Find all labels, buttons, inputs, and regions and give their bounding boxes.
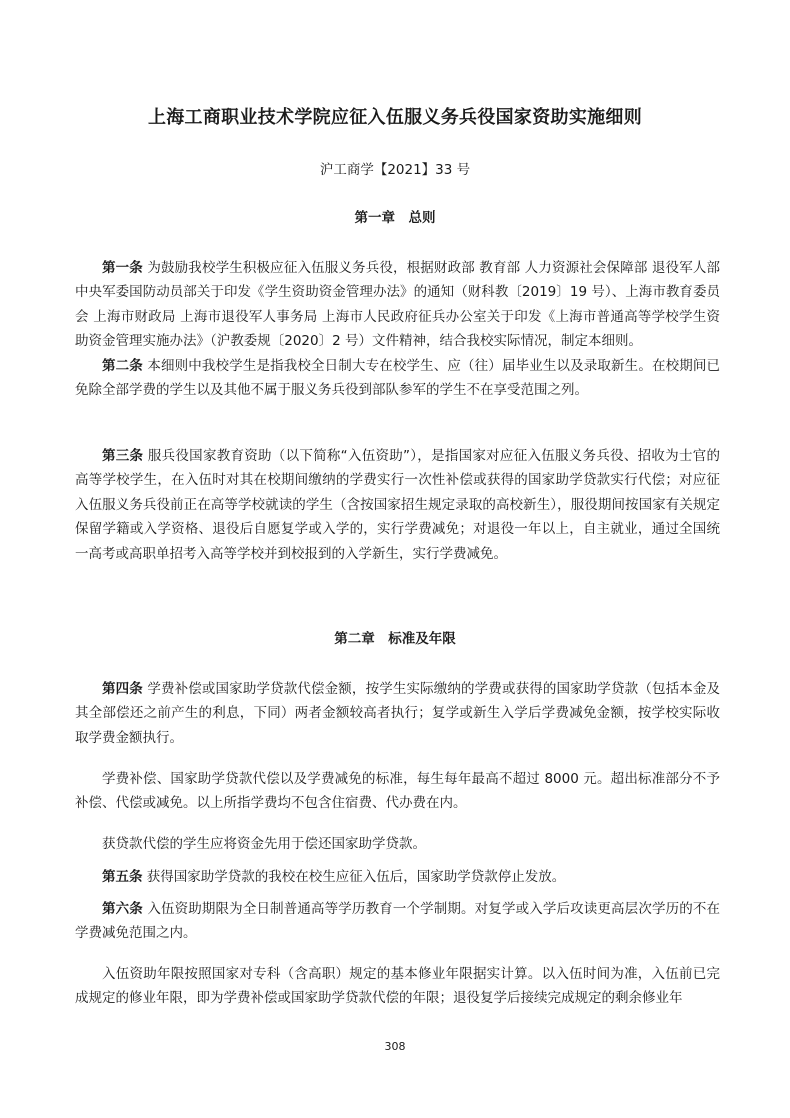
- article-2-text: 本细则中我校学生是指我校全日制大专在校学生、应（往）届毕业生以及录取新生。在校期间已免除全部学费的学生以及其他不属于服义务兵役到部队参军的学生不在享受范围之列。: [75, 358, 721, 399]
- article-2-label: 第二条: [102, 358, 143, 374]
- paragraph-period: 入伍资助年限按照国家对专科（含高职）规定的基本修业年限据实计算。以入伍时间为准，入伍前已完成规定的修业年限，即为学费补偿或国家助学贷款代偿的年限；退役复学后接续完成规定的剩余修业年: [75, 966, 720, 1007]
- document-title: 上海工商职业技术学院应征入伍服义务兵役国家资助实施细则: [147, 107, 643, 128]
- article-5: [75, 865, 720, 889]
- document-number: 沪工商学【2021】33 号: [319, 162, 471, 178]
- article-6-text: 入伍资助期限为全日制普通高等学历教育一个学制期。对复学或入学后攻读更高层次学历的不在学费减免范围之内。: [75, 901, 721, 942]
- article-1-text: 为鼓励我校学生积极应征入伍服义务兵役，根据财政部 教育部 人力资源社会保障部 退役军人部 中央军委国防动员部关于印发《学生资助资金管理办法》的通知（财科教〔2019〕19 号）、上海市教育委员会 上海市财政局 上海市退役军人事务局 上海市人民政府征兵办公室关于印发《上海市普通高等学校学生资助资金管理实施办法》（沪教委规〔2020〕2 号）文件精神，结合我校实际情况，制定本细则。: [75, 260, 720, 350]
- article-4: [75, 677, 720, 750]
- article-4-text: 学费补偿或国家助学贷款代偿金额，按学生实际缴纳的学费或获得的国家助学贷款（包括本金及其全部偿还之前产生的利息，下同）两者金额较高者执行；复学或新生入学后学费减免金额，按学校实际收取学费金额执行。: [75, 681, 721, 746]
- chapter-1-heading: 第一章 总则: [354, 210, 436, 226]
- article-3-text: 服兵役国家教育资助（以下简称“入伍资助”），是指国家对应征入伍服义务兵役、招收为士官的高等学校学生，在入伍时对其在校期间缴纳的学费实行一次性补偿或获得的国家助学贷款实行代偿；对应征入伍服义务兵役前正在高等学校就读的学生（含按国家招生规定录取的高校新生），服役期间按国家有关规定保留学籍或入学资格、退役后自愿复学或入学的，实行学费减免；对退役一年以上，自主就业，通过全国统一高考或高职单招考入高等学校并到校报到的入学新生，实行学费减免。: [75, 448, 720, 562]
- article-6-label: 第六条: [102, 901, 143, 917]
- article-5-text: 获得国家助学贷款的我校在校生应征入伍后，国家助学贷款停止发放。: [146, 869, 566, 885]
- article-3-label: 第三条: [102, 448, 144, 464]
- paragraph-loan: 获贷款代偿的学生应将资金先用于偿还国家助学贷款。: [102, 836, 426, 852]
- paragraph-standard: 学费补偿、国家助学贷款代偿以及学费减免的标准，每生每年最高不超过 8000 元。超出标准部分不予补偿、代偿或减免。以上所指学费均不包含住宿费、代办费在内。: [75, 771, 720, 812]
- page-number: 308: [384, 1040, 406, 1053]
- article-1-label: 第一条: [102, 260, 143, 276]
- article-3: [75, 444, 720, 566]
- article-4-label: 第四条: [102, 681, 143, 697]
- article-6: [75, 897, 720, 946]
- article-2: [75, 354, 720, 403]
- chapter-2-heading: 第二章 标准及年限: [334, 631, 456, 647]
- article-5-label: 第五条: [102, 869, 143, 885]
- article-1: [75, 256, 720, 354]
